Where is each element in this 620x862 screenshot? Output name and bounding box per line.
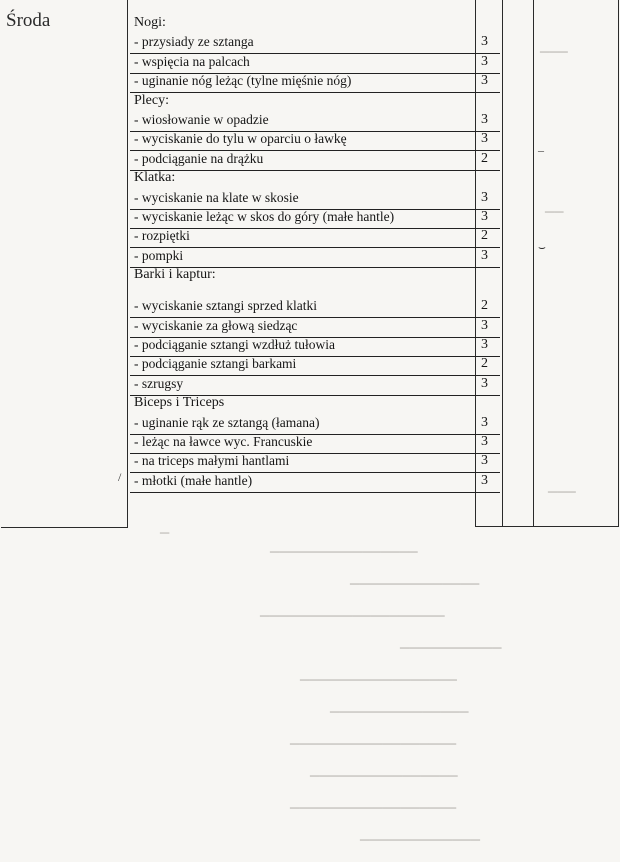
exercise-label: - szrugsy [134, 375, 184, 391]
sets-count: 3 [481, 131, 488, 147]
sets-count: 3 [481, 112, 488, 127]
exercise-label: - wyciskanie na klate w skosie [134, 189, 299, 205]
sets-count: 3 [481, 317, 488, 333]
scanned-page: ▁▁▁▁▁▁▁▁▁▁▁▁▁▁▁▁ ▁▁▁▁▁▁▁▁▁▁▁▁▁▁ ▁▁▁▁▁▁▁▁▁▁▁▁▁▁▁▁▁▁▁▁ ▁▁▁▁▁▁▁▁▁▁▁ ▁▁▁▁▁▁▁▁▁▁▁▁▁▁▁▁▁ ▁▁▁▁▁▁▁▁▁▁▁▁▁▁▁ ▁▁▁▁▁▁▁▁▁▁▁▁▁▁▁▁▁▁ ▁▁▁▁▁▁▁▁▁▁▁▁▁▁▁▁ ▁▁▁▁▁▁▁▁▁▁▁▁▁▁▁▁▁▁ ▁▁▁▁▁▁▁▁▁▁▁▁▁ ▁▁▁ ▁▁ ▁▁▁ ▁ Środa Nogi: - przysiady ze sztanga 3 - wspięcia na palcach 3 - uginanie nóg leżąc (tylne mięśnie nóg) 3 Plecy: - wiosłowanie w opadzie 3 - wyciskanie do tylu w oparciu o ławkę 3 - podciąganie na drążku 2 Klatka: - wyciskanie na klate w skosie 3 - wyciskanie leżąc w skos do góry (małe hantle) 3 - rozpiętki 2 - pompki 3 Barki i kaptur: - wyciskanie sztangi sprzed klatki 2 - wyciskanie za głową siedząc 3 - podciąganie sztangi wzdłuż tułowia 3 - podciąganie sztangi barkami 2 - szrugsy 3 Biceps i Triceps - uginanie rąk ze sztangą (łamana) 3 - leżąc na ławce wyc. Francuskie 3 - na triceps małymi hantlami 3 - młotki (małe hantle) 3 – ⌣ / [0, 0, 620, 862]
exercise-label: - młotki (małe hantle) [134, 472, 253, 488]
sets-count: 3 [481, 53, 488, 69]
exercise-label: - pompki [134, 247, 184, 263]
muscle-group-heading [130, 13, 500, 34]
tick-mark: ⌣ [538, 240, 546, 254]
muscle-group-label: Nogi: [134, 15, 166, 30]
day-label: Środa [6, 10, 51, 31]
sets-count: 3 [481, 189, 488, 205]
sets-column-border-right [502, 0, 503, 527]
exercise-label: - wyciskanie do tylu w oparciu o ławkę [134, 131, 347, 147]
sets-count: 3 [481, 73, 488, 89]
muscle-group-label: Klatka: [134, 170, 176, 186]
extra-column-border [533, 0, 534, 527]
muscle-group-heading [130, 168, 500, 189]
exercise-row [130, 471, 500, 493]
exercise-label: - podciąganie sztangi wzdłuż tułowia [134, 337, 335, 353]
exercise-label: - podciąganie na drążku [134, 150, 264, 166]
day-column [1, 0, 128, 528]
sets-count: 3 [481, 434, 488, 450]
muscle-group-heading [130, 91, 500, 112]
sets-count: 2 [481, 356, 488, 372]
exercise-label: - wiosłowanie w opadzie [134, 112, 269, 127]
exercise-label: - podciąganie sztangi barkami [134, 356, 297, 372]
sets-count: 3 [481, 209, 488, 224]
table-left-border [127, 0, 128, 527]
exercise-label: - leżąc na ławce wyc. Francuskie [134, 434, 313, 450]
muscle-group-label: Biceps i Triceps [134, 395, 225, 411]
table-right-border [618, 0, 619, 527]
sets-count: 3 [481, 247, 488, 263]
sets-count: 2 [481, 228, 488, 244]
exercise-label: - rozpiętki [134, 228, 190, 244]
sets-count: 3 [481, 414, 488, 430]
exercise-label: - wyciskanie leżąc w skos do góry (małe hantle) [134, 209, 395, 224]
muscle-group-label: Plecy: [134, 92, 169, 108]
exercise-label: - uginanie rąk ze sztangą (łamana) [134, 414, 320, 430]
muscle-group-label: Barki i kaptur: [134, 267, 216, 283]
exercise-label: - na triceps małymi hantlami [134, 453, 290, 469]
sets-count: 3 [481, 472, 488, 488]
exercise-label: - wyciskanie sztangi sprzed klatki [134, 298, 317, 314]
sets-count: 3 [481, 337, 488, 353]
sets-count: 2 [481, 298, 488, 314]
table-bottom-border [475, 526, 619, 527]
sets-count: 2 [481, 150, 488, 166]
sets-count: 3 [481, 34, 488, 50]
sets-count: 3 [481, 375, 488, 391]
tick-mark: – [538, 143, 544, 157]
exercise-label: - wyciskanie za głową siedząc [134, 317, 298, 333]
muscle-group-heading [130, 265, 500, 286]
muscle-group-heading [130, 393, 500, 414]
exercise-label: - wspięcia na palcach [134, 53, 250, 69]
exercise-label: - przysiady ze sztanga [134, 34, 254, 50]
sets-count: 3 [481, 453, 488, 469]
exercise-label: - uginanie nóg leżąc (tylne mięśnie nóg) [134, 73, 352, 89]
tick-mark: / [118, 470, 122, 484]
